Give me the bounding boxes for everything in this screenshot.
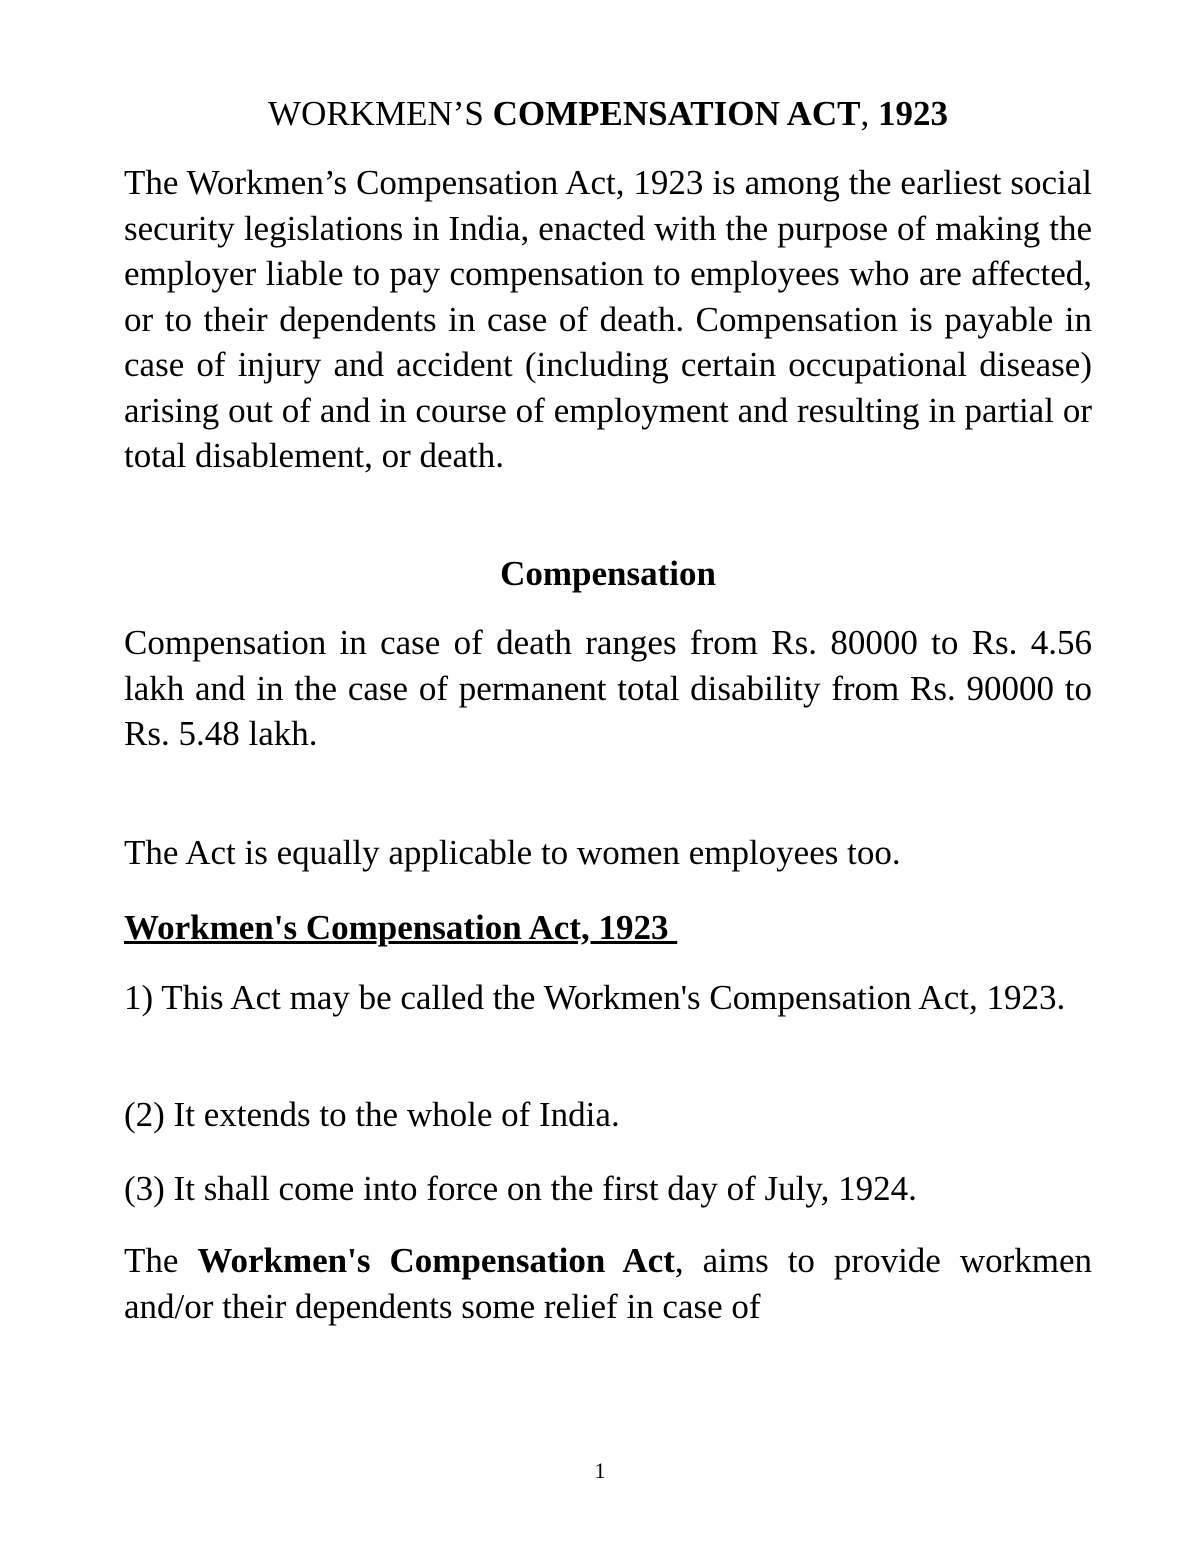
page-number: 1 xyxy=(594,1458,606,1483)
aims-rest: , aims to provide workmen and/or their dependents some relief in case of xyxy=(124,1241,1093,1326)
women-paragraph: The Act is equally applicable to women employees too. xyxy=(124,833,901,872)
clause-3: (3) It shall come into force on the first day of July, 1924. xyxy=(124,1169,917,1208)
title-prefix: WORKMEN’S xyxy=(268,94,484,133)
title-year: 1923 xyxy=(877,94,948,133)
aims-start: The xyxy=(124,1241,179,1280)
compensation-paragraph: Compensation in case of death ranges from Rs. 80000 to Rs. 4.56 lakh and in the case of permanent total disability from Rs. 90000 to Rs. 5.48 lakh. xyxy=(124,623,1092,753)
aims-bold: Workmen's Compensation Act xyxy=(197,1241,675,1280)
title-comma: , xyxy=(860,94,870,133)
compensation-heading: Compensation xyxy=(500,554,716,593)
title-bold: COMPENSATION ACT xyxy=(492,94,861,133)
act-heading: Workmen's Compensation Act, 1923 xyxy=(124,908,678,947)
aims-paragraph xyxy=(124,1238,1092,1329)
clause-1: 1) This Act may be called the Workmen's Compensation Act, 1923. xyxy=(124,978,1066,1017)
intro-paragraph: The Workmen’s Compensation Act, 1923 is among the earliest social security legislations in India, enacted with the purpose of making the employer liable to pay compensation to employees who are affected, or to their dependents in case of death. Compensation is payable in case of injury and accident (including certain occupational disease) arising out of and in course of employment and resulting in partial or total disablement, or death. xyxy=(124,163,1092,475)
document-title xyxy=(124,94,1092,134)
clause-2: (2) It extends to the whole of India. xyxy=(124,1095,620,1134)
